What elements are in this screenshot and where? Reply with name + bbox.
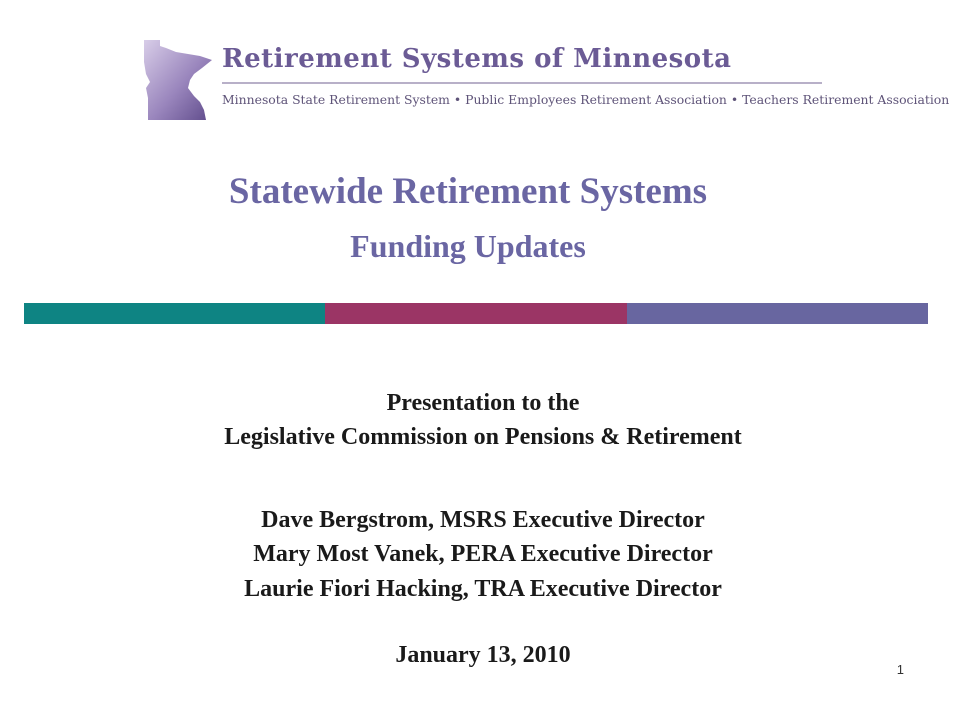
presentation-line-2: Legislative Commission on Pensions & Retirement — [224, 424, 742, 450]
org-divider — [222, 82, 822, 84]
org-logo — [140, 38, 950, 122]
presentation-date: January 13, 2010 — [395, 642, 571, 668]
color-bar-purple — [627, 303, 928, 324]
slide-title: Statewide Retirement Systems — [228, 171, 708, 212]
color-bar — [24, 303, 928, 324]
minnesota-state-shape-icon — [140, 38, 218, 122]
director-line: Laurie Fiori Hacking, TRA Executive Director — [244, 576, 722, 602]
director-line: Dave Bergstrom, MSRS Executive Director — [261, 507, 705, 533]
presentation-line-1: Presentation to the — [386, 390, 580, 416]
page-number: 1 — [896, 662, 904, 677]
color-bar-magenta — [325, 303, 626, 324]
color-bar-teal — [24, 303, 325, 324]
slide-subtitle: Funding Updates — [350, 228, 586, 264]
org-subtitle: Minnesota State Retirement System • Public Employees Retirement Association • Teachers Retirement Association — [222, 92, 950, 107]
director-line: Mary Most Vanek, PERA Executive Director — [253, 541, 713, 567]
org-name: Retirement Systems of Minnesota — [222, 44, 732, 74]
